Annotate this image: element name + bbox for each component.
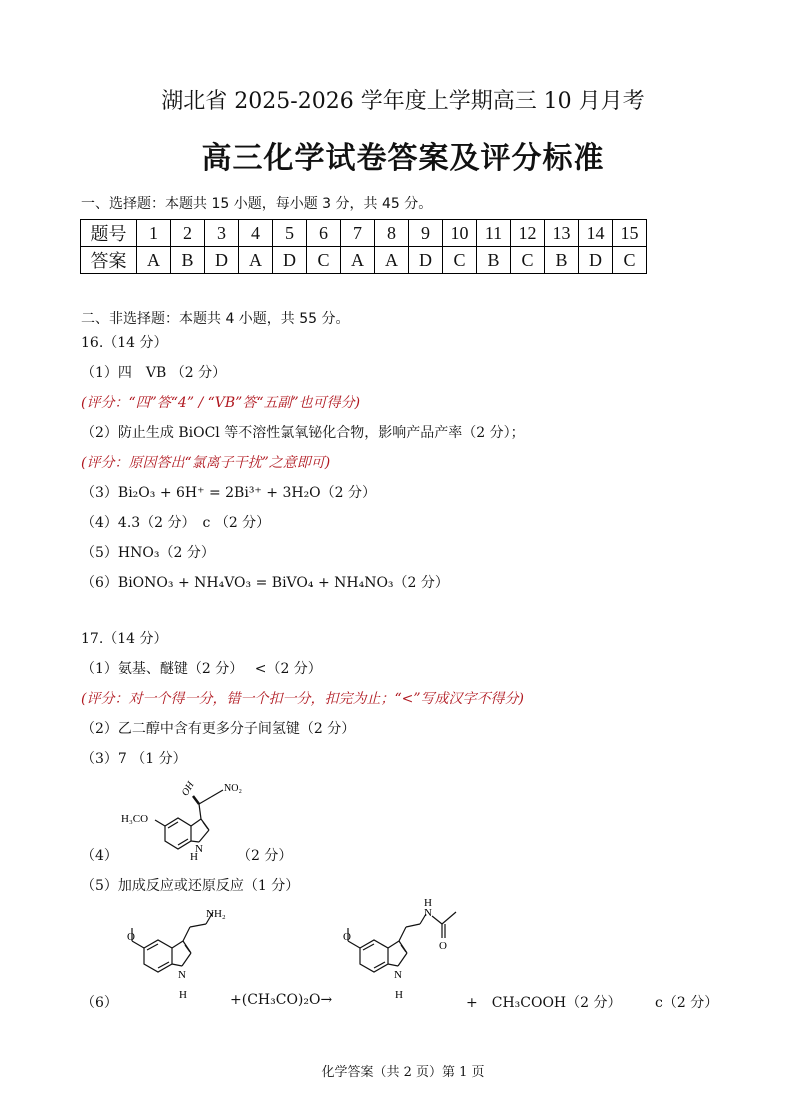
question-number: 1	[137, 220, 171, 247]
page-title: 高三化学试卷答案及评分标准	[201, 141, 605, 176]
answer-cell: C	[511, 247, 545, 274]
question-number: 7	[341, 220, 375, 247]
amine-label: NH₂	[206, 908, 226, 920]
q17-answer-6-prefix: （6）	[81, 995, 118, 1011]
question-number: 5	[273, 220, 307, 247]
q17-answer-6-extra: c（2 分）	[655, 995, 719, 1011]
question-number: 4	[239, 220, 273, 247]
answer-cell: D	[273, 247, 307, 274]
indole-h-label: H	[395, 989, 403, 1001]
indole-n-label: N	[195, 843, 203, 855]
question-number: 8	[375, 220, 409, 247]
q16-note-2: (评分：原因答出“氯离子干扰”之意即可)	[81, 455, 331, 471]
q17-title: 17.（14 分）	[81, 631, 168, 647]
q17-note-1: (评分：对一个得一分，错一个扣一分，扣完为止；“<”写成汉字不得分)	[81, 691, 524, 707]
hydroxyl-label: OH	[179, 779, 197, 798]
answer-cell: A	[137, 247, 171, 274]
answer-cell: A	[341, 247, 375, 274]
q17-answer-4-score: （2 分）	[237, 848, 293, 864]
answer-cell: B	[545, 247, 579, 274]
q17-answer-1: （1）氨基、醚键（2 分） <（2 分）	[81, 661, 322, 677]
row-label-answer: 答案	[81, 247, 137, 274]
q17-answer-2: （2）乙二醇中含有更多分子间氢键（2 分）	[81, 721, 356, 737]
exam-title: 湖北省 2025-2026 学年度上学期高三 10 月月考	[161, 89, 645, 114]
q16-answer-5: （5）HNO₃（2 分）	[81, 545, 215, 561]
indole-h-label: H	[190, 851, 198, 863]
indole-n-label: N	[394, 969, 402, 981]
nitro-label: NO₂	[224, 783, 242, 794]
question-number-row	[81, 220, 647, 247]
q17-answer-5: （5）加成反应或还原反应（1 分）	[81, 878, 300, 894]
answer-cell: D	[205, 247, 239, 274]
q17-answer-6-reagent: +(CH₃CO)₂O→	[230, 992, 333, 1008]
amide-h-label: H	[424, 898, 432, 909]
q16-title: 16.（14 分）	[81, 335, 168, 351]
question-number: 13	[545, 220, 579, 247]
structure-q17-6-product	[326, 898, 476, 1004]
question-number: 3	[205, 220, 239, 247]
answer-cell: C	[613, 247, 647, 274]
question-number: 2	[171, 220, 205, 247]
indole-n-label: N	[178, 969, 186, 981]
question-number: 15	[613, 220, 647, 247]
q16-answer-6: （6）BiONO₃ + NH₄VO₃ = BiVO₄ + NH₄NO₃（2 分）	[81, 575, 449, 591]
question-number: 11	[477, 220, 511, 247]
section1-heading: 一、选择题：本题共 15 小题，每小题 3 分，共 45 分。	[81, 196, 433, 212]
answer-cell: C	[443, 247, 477, 274]
question-number: 9	[409, 220, 443, 247]
section2-heading: 二、非选择题：本题共 4 小题，共 55 分。	[81, 311, 350, 327]
page-footer: 化学答案（共 2 页）第 1 页	[321, 1065, 485, 1080]
question-number: 12	[511, 220, 545, 247]
q16-answer-3: （3）Bi₂O₃ + 6H⁺ = 2Bi³⁺ + 3H₂O（2 分）	[81, 485, 377, 501]
answer-cell: C	[307, 247, 341, 274]
indole-h-label: H	[179, 989, 187, 1001]
answer-cell: B	[477, 247, 511, 274]
q16-answer-4: （4）4.3（2 分） c （2 分）	[81, 515, 271, 531]
row-label-question: 题号	[81, 220, 137, 247]
amide-n-label: N	[424, 907, 432, 919]
answer-cell: A	[239, 247, 273, 274]
oxygen-label: O	[127, 931, 135, 943]
question-number: 14	[579, 220, 613, 247]
oxygen-label: O	[343, 931, 351, 943]
answer-cell: A	[375, 247, 409, 274]
q16-answer-1: （1）四 VB （2 分）	[81, 365, 227, 381]
methoxy-label: H₃CO	[121, 813, 149, 825]
question-number: 10	[443, 220, 477, 247]
answer-cell: D	[579, 247, 613, 274]
carbonyl-o-label: O	[439, 940, 447, 952]
q16-note-1: (评分：“四”答“4” / “VB”答“五副”也可得分)	[81, 395, 361, 411]
answer-cell: D	[409, 247, 443, 274]
structure-q17-6-reactant	[110, 904, 250, 1004]
answer-cell: B	[171, 247, 205, 274]
q16-answer-2: （2）防止生成 BiOCl 等不溶性氯氧铋化合物，影响产品产率（2 分）；	[81, 425, 525, 441]
q17-answer-4-prefix: （4）	[81, 848, 118, 864]
answer-table	[80, 219, 647, 274]
answer-row	[81, 247, 647, 274]
q17-answer-3: （3）7 （1 分）	[81, 751, 187, 767]
q17-answer-6-product: + CH₃COOH（2 分）	[466, 995, 622, 1011]
question-number: 6	[307, 220, 341, 247]
